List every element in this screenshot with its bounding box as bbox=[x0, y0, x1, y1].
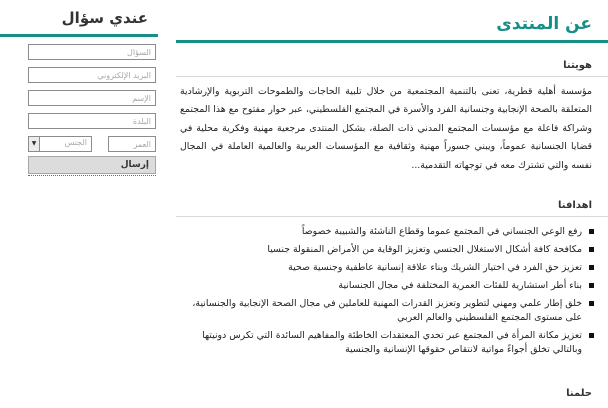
sidebar-divider bbox=[0, 34, 158, 37]
triangle-down-icon[interactable]: ▼ bbox=[29, 137, 40, 151]
name-field[interactable] bbox=[28, 90, 156, 106]
dream-heading: حلمنا bbox=[566, 388, 592, 399]
square-bullet-icon bbox=[589, 333, 594, 338]
list-item bbox=[180, 225, 596, 239]
list-item bbox=[180, 279, 596, 293]
goal-text: تعزيز حق الفرد في اختيار الشريك وبناء علاقة إنسانية عاطفية وجنسية صحية bbox=[288, 262, 582, 273]
sidebar-title: عندي سؤال bbox=[61, 9, 148, 27]
submit-button[interactable]: إرسال bbox=[28, 156, 156, 174]
square-bullet-icon bbox=[589, 229, 594, 234]
goal-text: مكافحة كافة أشكال الاستغلال الجنسي وتعزيز الوقاية من الأمراض المنقولة جنسيا bbox=[267, 244, 582, 255]
square-bullet-icon bbox=[589, 247, 594, 252]
goals-heading: اهدافنا bbox=[558, 200, 592, 211]
square-bullet-icon bbox=[589, 301, 594, 306]
age-field[interactable] bbox=[108, 136, 156, 152]
list-item bbox=[180, 243, 596, 257]
email-field[interactable] bbox=[28, 67, 156, 83]
gender-select[interactable] bbox=[28, 136, 92, 152]
list-item bbox=[180, 297, 596, 325]
goal-text: بناء أطر استشارية للفئات العمرية المختلفة في مجال الجنسانية bbox=[338, 280, 582, 291]
identity-heading: هويتنا bbox=[563, 60, 592, 71]
gender-select-value: الجنس bbox=[64, 138, 87, 147]
square-bullet-icon bbox=[589, 283, 594, 288]
goals-list bbox=[176, 217, 608, 357]
dream-section bbox=[176, 386, 608, 402]
goals-section bbox=[176, 198, 608, 361]
goal-text: خلق إطار علمي ومهني لتطوير وتعزيز القدرات المهنية للعاملين في مجال الصحة الإنجابية والجنسانية، على مستوى المجتمع الفلسطيني والعالم العربي bbox=[192, 298, 582, 323]
identity-section bbox=[176, 58, 608, 175]
question-field[interactable] bbox=[28, 44, 156, 60]
goal-text: رفع الوعي الجنساني في المجتمع عموما وقطاع الناشئة والشبيبة خصوصاً bbox=[301, 226, 582, 237]
sidebar-bottom-divider bbox=[28, 175, 156, 176]
main-content bbox=[176, 0, 608, 408]
question-sidebar bbox=[0, 0, 158, 408]
list-item bbox=[180, 329, 596, 357]
goal-text: تعزيز مكانة المرأة في المجتمع عبر تحدي المعتقدات الخاطئة والمفاهيم السائدة التي تكرس دونيتها وبالتالي تخلق أجواءً مواتية لانتقاص حقوقها الإنسانية والجنسية bbox=[202, 330, 582, 355]
identity-text: مؤسسة أهلية قطرية، تعنى بالتنمية المجتمعية من خلال تلبية الحاجات والطموحات التربوية والإرشادية المتعلقة بالصحة الإنجابية وجنسانية الفرد والأسرة في المجتمع الفلسطيني، عبر حوار مفتوح مع هذا المجتمع وشراكة فاعلة مع مؤسسات المجتمع المدني ذات الصلة، بشكل المنتدى مرجعية مهنية وفكرية محلية في قضايا الجنسانية عموماً، ويبني جسوراً مهنية وثقافية مع المؤسسات العربية والعالمية العاملة في المجال نفسه والتي تشترك معه في توجهاته التقدمية... bbox=[180, 86, 592, 171]
city-field[interactable] bbox=[28, 113, 156, 129]
title-divider bbox=[176, 40, 608, 43]
square-bullet-icon bbox=[589, 265, 594, 270]
list-item bbox=[180, 261, 596, 275]
page-title: عن المنتدى bbox=[496, 14, 592, 34]
